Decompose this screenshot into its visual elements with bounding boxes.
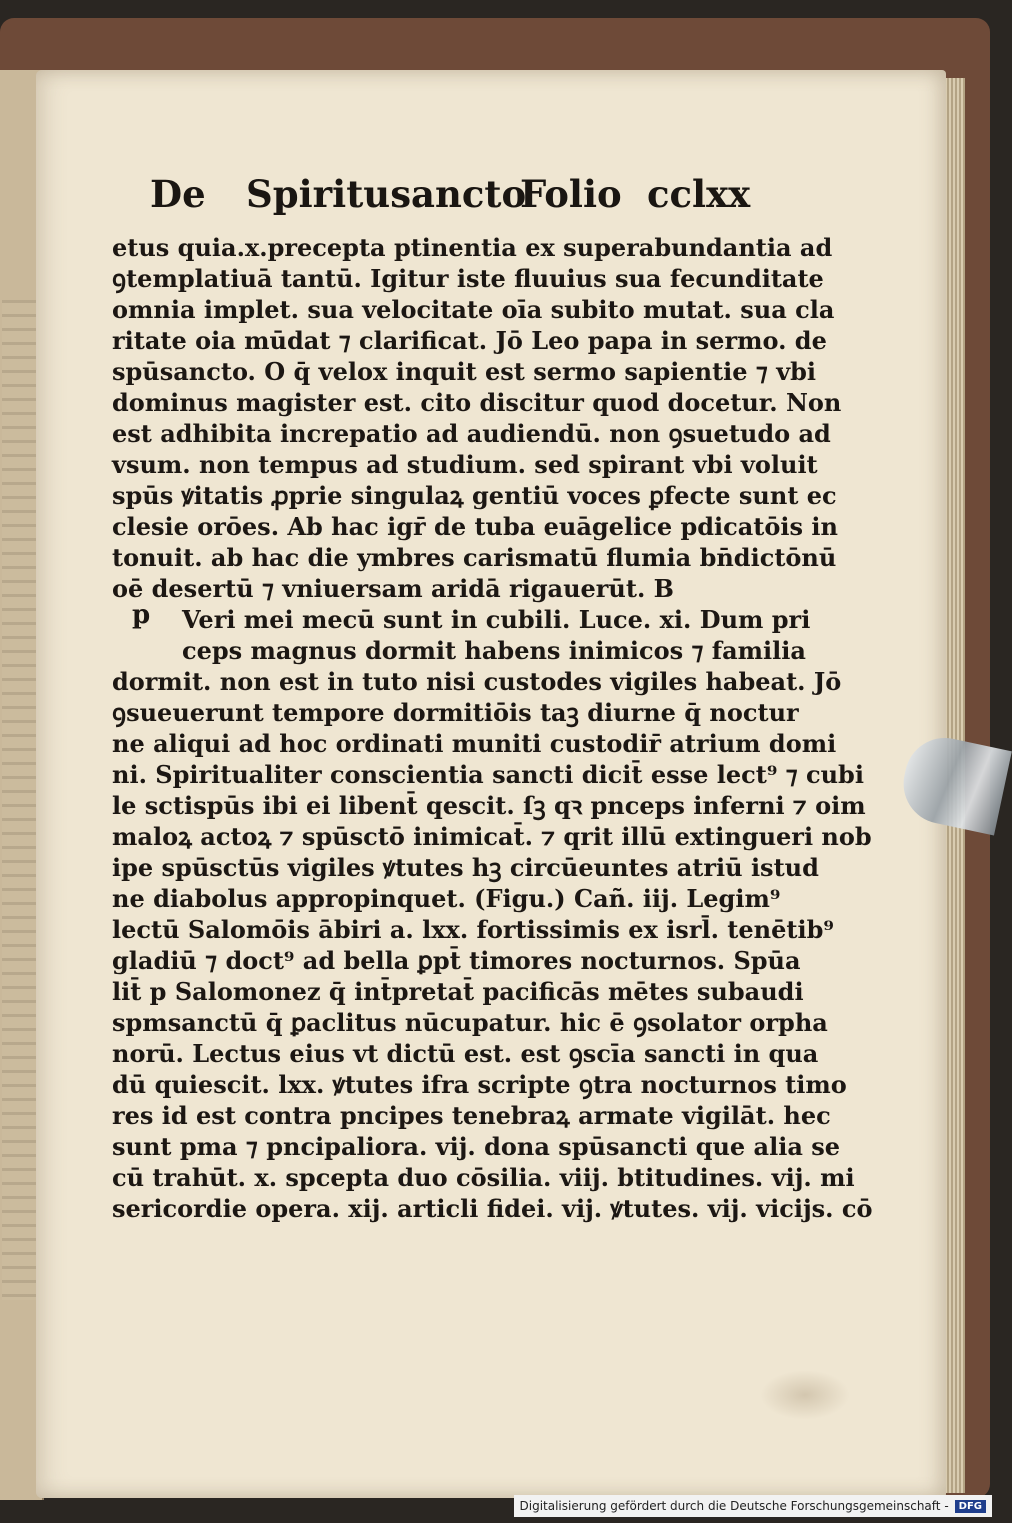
text-line: ipe spūsctūs vigiles ꝟtutes hꝫ circūeuntes atriū istud [112,853,819,882]
text-line: etus quia.x.precepta ptinentia ex superabundantia ad [112,233,833,262]
text-line: spūs ꝟitatis ꝓprie singulaꝝ gentiū voces ꝑfecte sunt ec [112,481,837,510]
text-line: spmsanctū q̄ ꝑaclitus nūcupatur. hic ē ꝯsolator orpha [112,1008,828,1037]
footer-text: Digitalisierung gefördert durch die Deutsche Forschungsgemeinschaft - [519,1499,949,1513]
text-line: cū trahūt. x. spcepta duo cōsilia. viij. btitudines. vij. mi [112,1163,855,1192]
text-line: sunt pma ⁊ pncipaliora. vij. dona spūsancti que alia se [112,1132,841,1161]
text-line: lit̄ p Salomonez q̄ int̄pretat̄ pacificās mētes subaudi [112,977,804,1006]
text-line: ceps magnus dormit habens inimicos ⁊ familia [182,636,806,665]
running-header [150,172,751,228]
digitization-footer [514,1495,993,1517]
body-text [112,232,873,1224]
text-line: le sctispūs ibi ei libent̄ qescit. ſꝫ qꝛ pnceps inferni ⁊ oim [112,791,866,820]
text-line: lectū Salomōis ābiri a. lxx. fortissimis ex isrl̄. tenētib⁹ [112,915,834,944]
text-line: Veri mei mecū sunt in cubili. Luce. xi. Dum pri [182,605,811,634]
text-line: ni. Spiritualiter conscientia sancti dicit̄ esse lect⁹ ⁊ cubi [112,760,864,789]
text-line: ritate oia mūdat ⁊ clarificat. Jō Leo papa in sermo. de [112,326,827,355]
text-line: vsum. non tempus ad studium. sed spirant vbi voluit [112,450,818,479]
dfg-logo: DFG [955,1500,986,1513]
text-line: oē desertū ⁊ vniuersam aridā rigauerūt. B [112,574,674,603]
header-folio-number: cclxx [647,172,751,216]
bleed-through-text [2,300,38,1300]
text-line: clesie orōes. Ab hac igr̄ de tuba euāgelice pdicatōis in [112,512,838,541]
text-line: dominus magister est. cito discitur quod docetur. Non [112,388,842,417]
text-line: dū quiescit. lxx. ꝟtutes ifra scripte ꝯtra nocturnos timo [112,1070,847,1099]
text-line: ꝯsueuerunt tempore dormitiōis taꝫ diurne q̄ noctur [112,698,799,727]
text-line: gladiū ⁊ doct⁹ ad bella ꝑpt̄ timores nocturnos. Spūa [112,946,801,975]
text-line: ne diabolus appropinquet. (Figu.) Cañ. iij. Legim⁹ [112,884,781,913]
text-line: spūsancto. O q̄ velox inquit est sermo sapientie ⁊ vbi [112,357,817,386]
text-line: ꝯtemplatiuā tantū. Igitur iste fluuius sua fecunditate [112,264,824,293]
header-folio-label: Folio [520,172,622,216]
text-line: dormit. non est in tuto nisi custodes vigiles habeat. Jō [112,667,842,696]
header-title: Spiritusancto [246,172,527,216]
text-line: res id est contra pncipes tenebraꝝ armate vigilāt. hec [112,1101,831,1130]
text-line: sericordie opera. xij. articli fidei. vij. ꝟtutes. vij. vicijs. cō [112,1194,873,1223]
initial-letter-guide: p [132,600,151,630]
text-line: tonuit. ab hac die ymbres carismatū flumia bn̄dictōnū [112,543,837,572]
header-de: De [150,172,206,216]
text-line: maloꝝ actoꝝ ⁊ spūsctō inimicat̄. ⁊ qrit illū extingueri nob [112,822,872,851]
text-line: omnia implet. sua velocitate oīa subito mutat. sua cla [112,295,835,324]
paper-stain [760,1370,850,1420]
text-line: est adhibita increpatio ad audiendū. non ꝯsuetudo ad [112,419,831,448]
text-line: norū. Lectus eius vt dictū est. est ꝯscīa sancti in qua [112,1039,819,1068]
text-line: ne aliqui ad hoc ordinati muniti custodir̄ atrium domi [112,729,837,758]
